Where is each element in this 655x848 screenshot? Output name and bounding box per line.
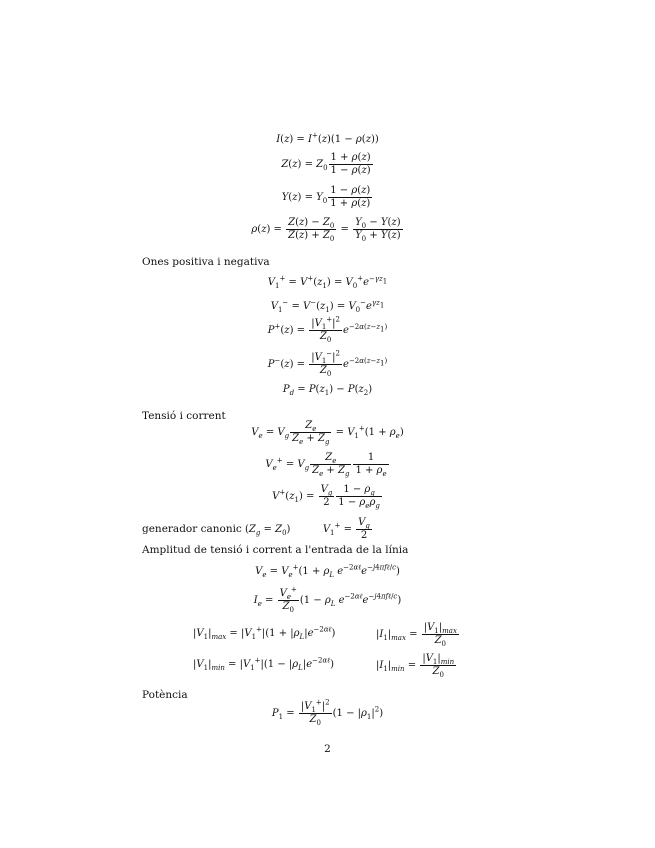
equation-ve-amplitude: $V_e = V_e^+(1 + \rho_L$ $e^{-2\alpha\ell}e^{-j4\pi f\ell/c}$) bbox=[255, 563, 400, 579]
equation-v1-min: $|V_1|_{min} = |V_1^+|(1 - |\rho_L|e^{-2\alpha\ell})$ bbox=[193, 656, 335, 672]
section-heading-tensio: Tensió i corrent bbox=[142, 410, 226, 422]
generador-canonic-line: generador canonic $(Z_g = Z_0) V_1^+$ = $\frac{V_g}{2}$ bbox=[142, 517, 370, 541]
generador-label: generador canonic bbox=[142, 523, 242, 535]
equation-power-plus: P+(z) = $\frac{|V_1^+|^2}{Z_0}$ $e^{-2\alpha(z-z_1)}$ bbox=[267, 315, 388, 344]
equation-i1-min: $|I_1|_{min}$ = $\frac{|V_1|_{min}}{Z_0}$ bbox=[376, 653, 455, 679]
equation-impedance: $Z(z) = Z_0$ $\frac{1 + \rho(z)}{1 - \rho(z)}$ bbox=[281, 152, 371, 176]
equation-reflection: ρ(z) = $\frac{Z(z) - Z_0}{Z(z) + Z_0}$ = $\frac{Y_0 - Y(z)}{Y_0 + Y(z)}$ bbox=[251, 217, 401, 243]
equation-v1-minus: $V_1^- = V^-(z_1) = V_0^-e^{\gamma z_1}$ bbox=[270, 298, 385, 314]
equation-v-plus-z1: $V^+(z_1)$ = $\frac{V_g}{2}$ $\frac{1 - \rho_g}{1 - \rho_e\rho_g}$ bbox=[272, 484, 380, 510]
equation-v1-max: $|V_1|_{max} = |V_1^+|(1 + |\rho_L|e^{-2\alpha\ell})$ bbox=[193, 625, 336, 641]
equation-power-minus: P−(z) = $\frac{|V_1^-|^2}{Z_0}$ $e^{-2\alpha(z-z_1)}$ bbox=[267, 349, 388, 378]
equation-ve-plus: $V_e^+ = V_g$ $\frac{Z_e}{Z_e + Z_g}$ $\frac{1}{1 + \rho_e}$ bbox=[265, 452, 387, 478]
equation-admittance: $Y(z) = Y_0$ $\frac{1 - \rho(z)}{1 + \rho(z)}$ bbox=[281, 185, 371, 209]
equation-current: I(z) = I+(z)(1 − ρ(z)) bbox=[276, 131, 379, 145]
section-heading-potencia: Potència bbox=[142, 689, 188, 701]
section-heading-amplitud: Amplitud de tensió i corrent a l'entrada de la línia bbox=[142, 544, 409, 556]
equation-ie-amplitude: $I_e$ = $\frac{V_e^+}{Z_0}$ ($1 - \rho_L$ $e^{-2\alpha\ell}e^{-j4\pi f\ell/c}$) bbox=[253, 585, 402, 614]
equation-power-dissipated: $P_d = P(z_1) - P(z_2)$ bbox=[282, 384, 373, 397]
equation-ve: $V_e = V_g$ $\frac{Z_e}{Z_e + Z_g}$ = $V_1^+(1 + \rho_e)$ bbox=[251, 420, 404, 446]
equation-i1-max: $|I_1|_{max}$ = $\frac{|V_1|_{max}}{Z_0}$ bbox=[376, 622, 457, 648]
page-number: 2 bbox=[324, 743, 331, 755]
equation-v1-plus: $V_1^+ = V^+(z_1) = V_0^+e^{-\gamma z_1}$ bbox=[267, 274, 388, 290]
equation-power-p1: $P_1$ = $\frac{|V_1^+|^2}{Z_0}$ $(1 - |\rho_1|^2)$ bbox=[271, 698, 384, 727]
section-heading-ones: Ones positiva i negativa bbox=[142, 256, 270, 268]
